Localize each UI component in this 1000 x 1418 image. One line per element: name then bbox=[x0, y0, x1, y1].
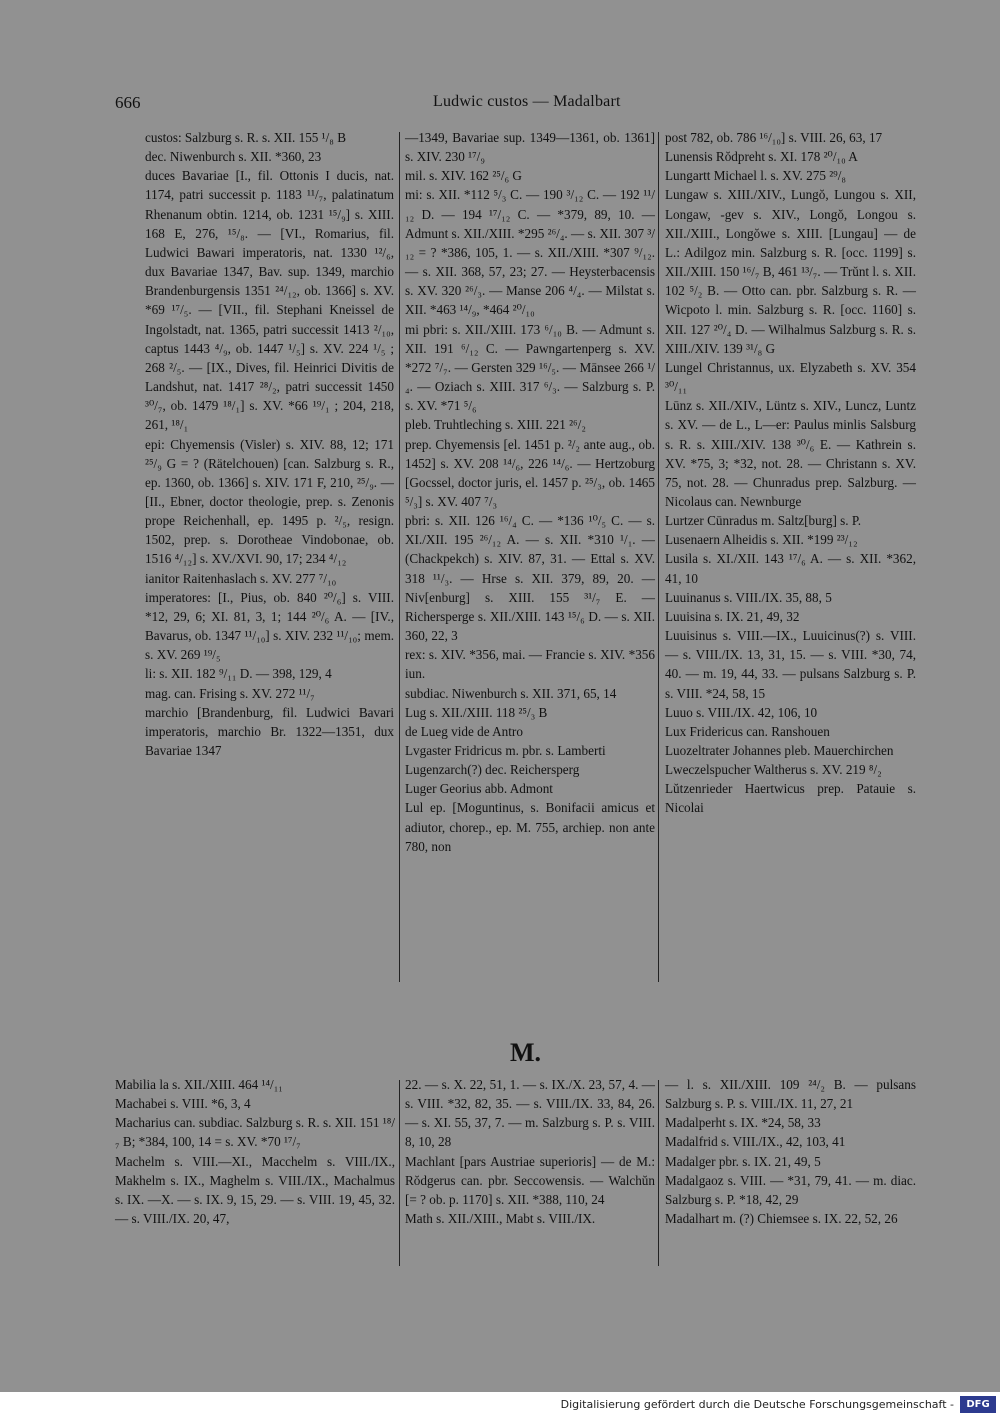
entry: 22. — s. X. 22, 51, 1. — s. IX./X. 23, 57, 4. — s. VIII. *32, 82, 35. — s. VIII./IX. 33, 84, 26. — s. XI. 55, 37, 7. — m. Salzburg s. P. s. VIII. 8, 10, 28 bbox=[405, 1077, 655, 1150]
entry: Lux Fridericus can. Ranshouen bbox=[665, 723, 830, 739]
entry: Madalfrid s. VIII./IX., 42, 103, 41 bbox=[665, 1134, 846, 1150]
section-letter: M. bbox=[510, 1038, 542, 1067]
entry: —1349, Bavariae sup. 1349—1361, ob. 1361] s. XIV. 230 ¹⁷/₉ bbox=[405, 130, 655, 165]
entry: Lvgaster Fridricus m. pbr. s. Lamberti bbox=[405, 743, 606, 758]
entry: Machelm s. VIII.—XI., Macchelm s. VIII./IX., Makhelm s. IX., Maghelm s. VIII./IX., Machalmus s. IX. —X. — s. IX. 9, 15, 29. — s. VIII. 19, 45, 32. — s. VIII./IX. 20, 47, bbox=[115, 1153, 395, 1227]
entry: Luger Georius abb. Admont bbox=[405, 781, 553, 797]
column-1 bbox=[145, 128, 394, 760]
entry: custos: Salzburg s. R. s. XII. 155 ¹/₈ B bbox=[145, 130, 346, 145]
entry: Luuinanus s. VIII./IX. 35, 88, 5 bbox=[665, 589, 832, 605]
entry: Luuo s. VIII./IX. 42, 106, 10 bbox=[665, 704, 818, 720]
entry: pbri: s. XII. 126 ¹⁶/₄ C. — *136 ¹⁰/₅ C. — s. XI./XII. 195 ²⁶/₁₂ A. — s. XII. *310 ¹/₁. — (Chackpekch) s. XIV. 87, 31. — Ettal s. XV. 318 ¹¹/₃. — Hrse s. XII. 379, 89, 20. — Niv[enburg] s. XIII. 155 ³¹/₇ E. — Richersperge s. XII./XIII. 143 ¹⁵/₆ D. — s. XII. 360, 22, 3 bbox=[405, 513, 655, 644]
entry: Lungaw s. XIII./XIV., Lungŏ, Lungou s. XII, Longaw, -gev s. XIV., Longŏ, Longou s. XII./XIII., Longŏwe s. XIII. [Lungau] — de L.: Adilgoz min. Salzburg s. R. [occ. 1199] s. XII./XIII. 150 ¹⁶/₇ B, 461 ¹³/₇. — Trŭnt l. s. XII. 102 ⁵/₂ B. — Otto can. pbr. Salzburg s. R. — Wicpoto l. min. Salzburg s. R. [occ. 1160] s. XII. 127 ²⁰/₄ D. — Wilhalmus Salzburg s. R. s. XIII./XIV. 139 ³¹/₈ G bbox=[665, 187, 916, 356]
running-head: Ludwic custos — Madalbart bbox=[433, 93, 621, 110]
column-rule bbox=[399, 1080, 400, 1266]
entry: mi: s. XII. *112 ⁵/₃ C. — 190 ³/₁₂ C. — 192 ¹¹/₁₂ D. — 194 ¹⁷/₁₂ C. — *379, 89, 10. — Admunt s. XII./XIII. *295 ²⁶/₄. — s. XII. 307 ³/₁₂ = ? *386, 105, 1. — s. XII./XIII. *307 ⁹/₁₂. — s. XII. 368, 57, 23; 27. — Heysterbacensis s. XV. 320 ²⁶/₃. — Manse 206 ⁴/₄. — Milstat s. XII. *463 ¹⁴/₉, *464 ²⁰/₁₀ bbox=[405, 187, 655, 318]
column-3 bbox=[665, 128, 916, 818]
entry: Lungartt Michael l. s. XV. 275 ²⁹/₈ bbox=[665, 168, 847, 184]
entry: Math s. XII./XIII., Mabt s. VIII./IX. bbox=[405, 1211, 596, 1227]
entry: epi: Chyemensis (Visler) s. XIV. 88, 12; 171 ²⁵/₉ G = ? (Rätelchouen) [can. Salzburg s. R., ep. 1360, ob. 1366] s. XIV. 171 F, 210, ²⁵/₉. — [II., Ebner, doctor theologie, prep. s. Zenonis prope Reichenhall, ep. 1495 p. ²/₅, resign. 1502, prep. s. Dorotheae Vindobonae, ob. 1516 ⁴/₁₂] s. XV./XVI. 90, 17; 234 ⁴/₁₂ bbox=[145, 436, 394, 567]
page-number: 666 bbox=[115, 93, 141, 112]
entry: Lurtzer Cūnradus m. Saltz[burg] s. P. bbox=[665, 513, 862, 529]
entry: Lug s. XII./XIII. 118 ²⁵/₃ B bbox=[405, 704, 548, 720]
footer-bar bbox=[0, 1392, 1000, 1418]
entry: de Lueg vide de Antro bbox=[405, 723, 523, 739]
entry: Lusenaern Alheidis s. XII. *199 ²³/₁₂ bbox=[665, 532, 858, 548]
entry: Madalger pbr. s. IX. 21, 49, 5 bbox=[665, 1153, 821, 1169]
footer-credit: Digitalisierung gefördert durch die Deutsche Forschungsgemeinschaft - bbox=[560, 1398, 954, 1411]
entry: Machabei s. VIII. *6, 3, 4 bbox=[115, 1096, 251, 1112]
entry: Lungel Christannus, ux. Elyzabeth s. XV. 354 ³⁰/₁₁ bbox=[665, 359, 916, 395]
column-2 bbox=[405, 128, 655, 856]
entry: — l. s. XII./XIII. 109 ²⁴/₂ B. — pulsans Salzburg s. P. s. VIII./IX. 11, 27, 21 bbox=[665, 1077, 916, 1112]
entry: dec. Niwenburch s. XII. *360, 23 bbox=[145, 149, 322, 165]
entry: Luozeltrater Johannes pleb. Mauerchirchen bbox=[665, 743, 894, 758]
entry: post 782, ob. 786 ¹⁶/₁₀] s. VIII. 26, 63, 17 bbox=[665, 130, 883, 145]
entry: Madalperht s. IX. *24, 58, 33 bbox=[665, 1115, 821, 1131]
entry: subdiac. Niwenburch s. XII. 371, 65, 14 bbox=[405, 685, 617, 701]
entry: Lunensis Rŏdpreht s. XI. 178 ²⁰/₁₀ A bbox=[665, 149, 858, 165]
entry: Mabilia la s. XII./XIII. 464 ¹⁴/₁₁ bbox=[115, 1077, 283, 1092]
entry: mi pbri: s. XII./XIII. 173 ⁶/₁₀ B. — Admunt s. XII. 191 ⁶/₁₂ C. — Pawngartenperg s. XV. *272 ⁷/₇. — Gersten 329 ¹⁶/₅. — Mānsee 266 ¹/₄. — Oziach s. XIII. 317 ⁶/₃. — Salzburg s. P. s. XV. *71 ⁵/₆ bbox=[405, 321, 655, 414]
entry: imperatores: [I., Pius, ob. 840 ²⁰/₆] s. VIII. *12, 29, 6; XI. 81, 3, 1; 144 ²⁰/₆ A. — [IV., Bavarus, ob. 1347 ¹¹/₁₀] s. XIV. 232 ¹¹/₁₀; mem. s. XV. 269 ¹⁹/₅ bbox=[145, 589, 394, 663]
column-rule bbox=[399, 132, 400, 982]
entry: ianitor Raitenhaslach s. XV. 277 ⁷/₁₀ bbox=[145, 570, 337, 586]
section-m-column-3 bbox=[665, 1075, 916, 1228]
entry: Madalgaoz s. VIII. — *31, 79, 41. — m. diac. Salzburg s. P. *18, 42, 29 bbox=[665, 1172, 916, 1207]
entry: mil. s. XIV. 162 ²⁵/₆ G bbox=[405, 168, 522, 184]
entry: li: s. XII. 182 ⁹/₁₁ D. — 398, 129, 4 bbox=[145, 666, 332, 682]
entry: prep. Chyemensis [el. 1451 p. ²/₂ ante aug., ob. 1452] s. XV. 208 ¹⁴/₆, 226 ¹⁴/₆. — Hertzoburg [Gocssel, doctor juris, el. 1457 p. ²⁵/₃, ob. 1465 ⁵/₃] s. XV. 407 ⁷/₃ bbox=[405, 436, 655, 509]
column-rule bbox=[658, 132, 659, 982]
column-rule bbox=[658, 1080, 659, 1266]
entry: rex: s. XIV. *356, mai. — Francie s. XIV. *356 iun. bbox=[405, 647, 655, 682]
entry: Lŭtzenrieder Haertwicus prep. Patauie s. Nicolai bbox=[665, 781, 916, 816]
entry: Luuisina s. IX. 21, 49, 32 bbox=[665, 608, 800, 624]
entry: pleb. Truhtleching s. XIII. 221 ²⁶/₂ bbox=[405, 417, 586, 433]
entry: Lugenzarch(?) dec. Reichersperg bbox=[405, 762, 580, 778]
entry: Machlant [pars Austriae superioris] — de M.: Rŏdgerus can. pbr. Seccowensis. — Walchŭn [= ? ob. p. 1170] s. XII. *388, 110, 24 bbox=[405, 1153, 655, 1207]
entry: Lusila s. XI./XII. 143 ¹⁷/₆ A. — s. XII. *362, 41, 10 bbox=[665, 551, 916, 586]
section-m-column-2 bbox=[405, 1075, 655, 1228]
entry: Lul ep. [Moguntinus, s. Bonifacii amicus et adiutor, chorep., ep. M. 755, archiep. non ante 780, non bbox=[405, 800, 655, 854]
entry: Madalhart m. (?) Chiemsee s. IX. 22, 52, 26 bbox=[665, 1211, 898, 1227]
entry: duces Bavariae [I., fil. Ottonis I ducis, nat. 1174, patri successit p. 1183 ¹¹/₇, palatinatum Rhenanum obtin. 1214, ob. 1231 ¹⁵/₉] s. XIII. 168 E, 276, ¹⁵/₈. — [VI., Romarius, fil. Ludwici Bawari imperatoris, nat. 1330 ¹²/₆, dux Bavariae 1347, Bav. sup. 1349, marchio Brandenburgensis 1351 ²⁴/₁₂, ob. 1366] s. XV. *69 ¹⁷/₅. — [VII., fil. Stephani Kneissel de Ingolstadt, nat. 1365, patri successit 1413 ²/₁₀, captus 1443 ⁴/₉, ob. 1447 ¹/₅] s. XV. 224 ¹/₅ ; 268 ²/₅. — [IX., Dives, fil. Heinrici Divitis de Landshut, nat. 1417 ²⁸/₂, patri successit 1450 ³⁰/₇, ob. 1479 ¹⁸/₁] s. XV. *66 ¹⁹/₁ ; 204, 218, 261, ¹⁸/₁ bbox=[145, 168, 394, 433]
dfg-logo-icon[interactable]: DFG bbox=[960, 1396, 996, 1413]
entry: mag. can. Frising s. XV. 272 ¹¹/₇ bbox=[145, 685, 315, 701]
entry: Lweczelspucher Waltherus s. XV. 219 ⁸/₂ bbox=[665, 762, 882, 778]
entry: Macharius can. subdiac. Salzburg s. R. s. XII. 151 ¹⁸/₇ B; *384, 100, 14 = s. XV. *70 ¹⁷/₇ bbox=[115, 1115, 395, 1150]
section-m-column-1 bbox=[115, 1075, 395, 1228]
entry: Luuisinus s. VIII.—IX., Luuicinus(?) s. VIII. — s. VIII./IX. 13, 31, 15. — s. VIII. *30, 74, 40. — m. 19, 44, 33. — pulsans Salzburg s. P. s. VIII. *24, 58, 15 bbox=[665, 628, 916, 701]
entry: marchio [Brandenburg, fil. Ludwici Bavari imperatoris, marchio Br. 1322—1351, dux Bavariae 1347 bbox=[145, 704, 394, 758]
entry: Lūnz s. XII./XIV., Lüntz s. XIV., Luncz, Luntz s. XV. — de L., L—er: Paulus minlis Salsburg s. R. s. XIII./XIV. 138 ³⁰/₆ E. — Kathrein s. XV. *75, 3; *32, not. 28. — Christann s. XV. 75, not. 28. — Chunradus prep. Salzburg. — Nicolaus can. Newnburge bbox=[665, 398, 916, 509]
